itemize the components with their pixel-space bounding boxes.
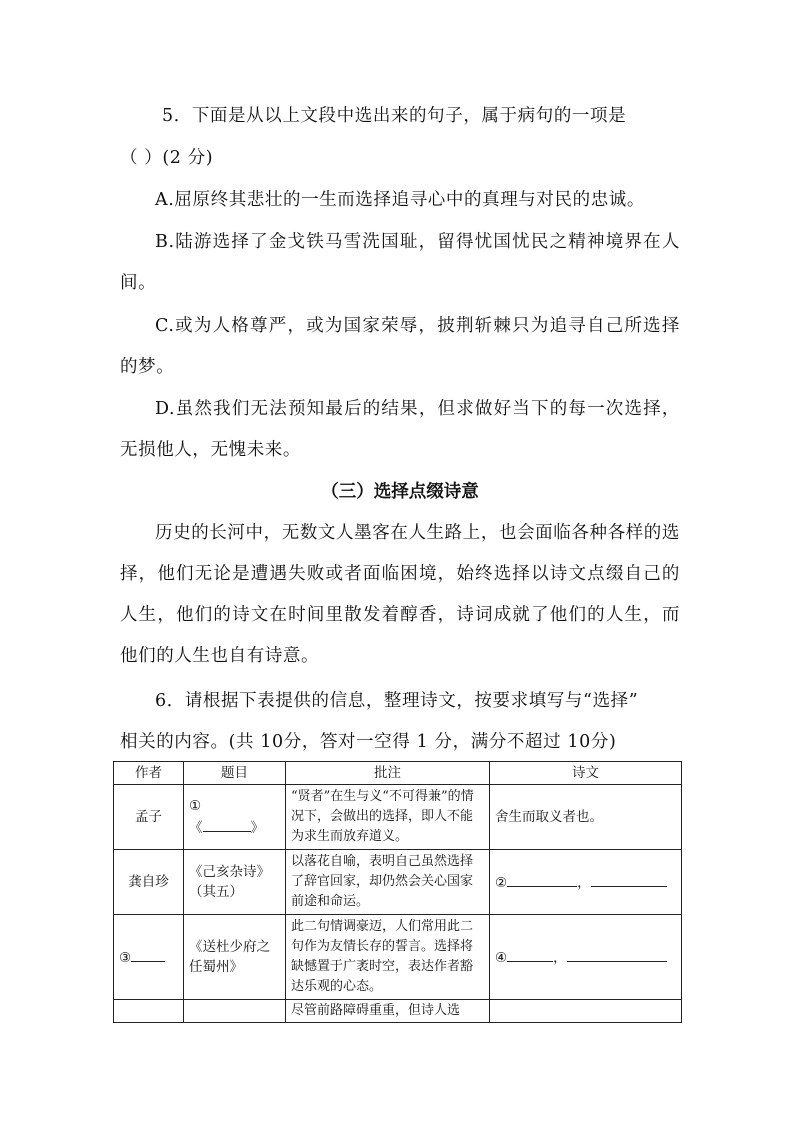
note-cell: 以落花自喻，表明自己虽然选择了辞官回家，却仍然会关心国家前途和命运。 <box>286 850 490 915</box>
table-row <box>114 785 682 850</box>
poem-blank-2[interactable] <box>567 946 667 962</box>
table-row <box>114 850 682 915</box>
header-title: 题目 <box>184 762 286 785</box>
option-c: C.或为人格尊严，或为国家荣辱，披荆斩棘只为追寻自己所选择的梦。 <box>120 316 680 377</box>
option-b: B.陆游选择了金戈铁马雪洗国耻，留得忧国忧民之精神境界在人间。 <box>120 232 680 293</box>
poem-blank-1[interactable] <box>507 946 553 962</box>
question-6-score: 相关的内容。(共 10分，答对一空得 1 分，满分不超过 10分) <box>120 732 617 752</box>
poem-blank-2[interactable] <box>591 871 667 887</box>
section-paragraph: 历史的长河中，无数文人墨客在人生路上，也会面临各种各样的选择，他们无论是遭遇失败或者面临困境，始终选择以诗文点缀自己的人生，他们的诗文在时间里散发着醇香，诗词成就了他们的人生，而他们的人生也自有诗意。 <box>120 523 680 666</box>
question-5-stem: 5．下面是从以上文段中选出来的句子，属于病句的一项是 <box>162 106 627 126</box>
poem-cell: ④ ， <box>490 915 682 1000</box>
author-cell: 龚自珍 <box>114 850 184 915</box>
header-author: 作者 <box>114 762 184 785</box>
note-cell: 此二句情调豪迈，人们常用此二句作为友情长存的誓言。选择将缺憾置于广袤时空，表达作者豁达乐观的心态。 <box>286 915 490 1000</box>
poem-table <box>113 761 682 1023</box>
poem-cell: ② ， <box>490 850 682 915</box>
question-5-score: （ ）(2 分) <box>120 148 214 168</box>
poem-number: ④ <box>495 950 508 966</box>
poem-number: ② <box>495 875 508 891</box>
option-a: A.屈原终其悲壮的一生而选择追寻心中的真理与对民的忠诚。 <box>155 190 645 210</box>
section-title: （三）选择点缀诗意 <box>321 482 479 502</box>
option-d: D.虽然我们无法预知最后的结果，但求做好当下的每一次选择，无损他人，无愧未来。 <box>120 399 680 460</box>
author-blank[interactable] <box>131 946 165 962</box>
author-cell <box>114 915 184 1000</box>
table-row <box>114 1000 682 1023</box>
title-number: ① <box>189 798 202 814</box>
author-number: ③ <box>119 950 132 966</box>
poem-cell: 舍生而取义者也。 <box>490 785 682 850</box>
table-header-row <box>114 762 682 785</box>
poem-cell <box>490 1000 682 1023</box>
author-cell <box>114 1000 184 1023</box>
poem-blank-1[interactable] <box>507 871 577 887</box>
header-poem: 诗文 <box>490 762 682 785</box>
title-cell <box>184 785 286 850</box>
title-blank-line: 《 》 <box>189 816 280 838</box>
title-cell: 《己亥杂诗》（其五） <box>184 850 286 915</box>
title-blank[interactable] <box>203 816 251 832</box>
note-cell: “贤者”在生与义“不可得兼”的情况下，会做出的选择，即人不能为求生而放弃道义。 <box>286 785 490 850</box>
note-cell: 尽管前路障碍重重，但诗人选 <box>286 1000 490 1023</box>
author-cell: 孟子 <box>114 785 184 850</box>
header-note: 批注 <box>286 762 490 785</box>
question-6-stem: 6．请根据下表提供的信息，整理诗文，按要求填写与“选择” <box>155 691 639 711</box>
table-row <box>114 915 682 1000</box>
title-cell <box>184 1000 286 1023</box>
title-cell: 《送杜少府之任蜀州》 <box>184 915 286 1000</box>
